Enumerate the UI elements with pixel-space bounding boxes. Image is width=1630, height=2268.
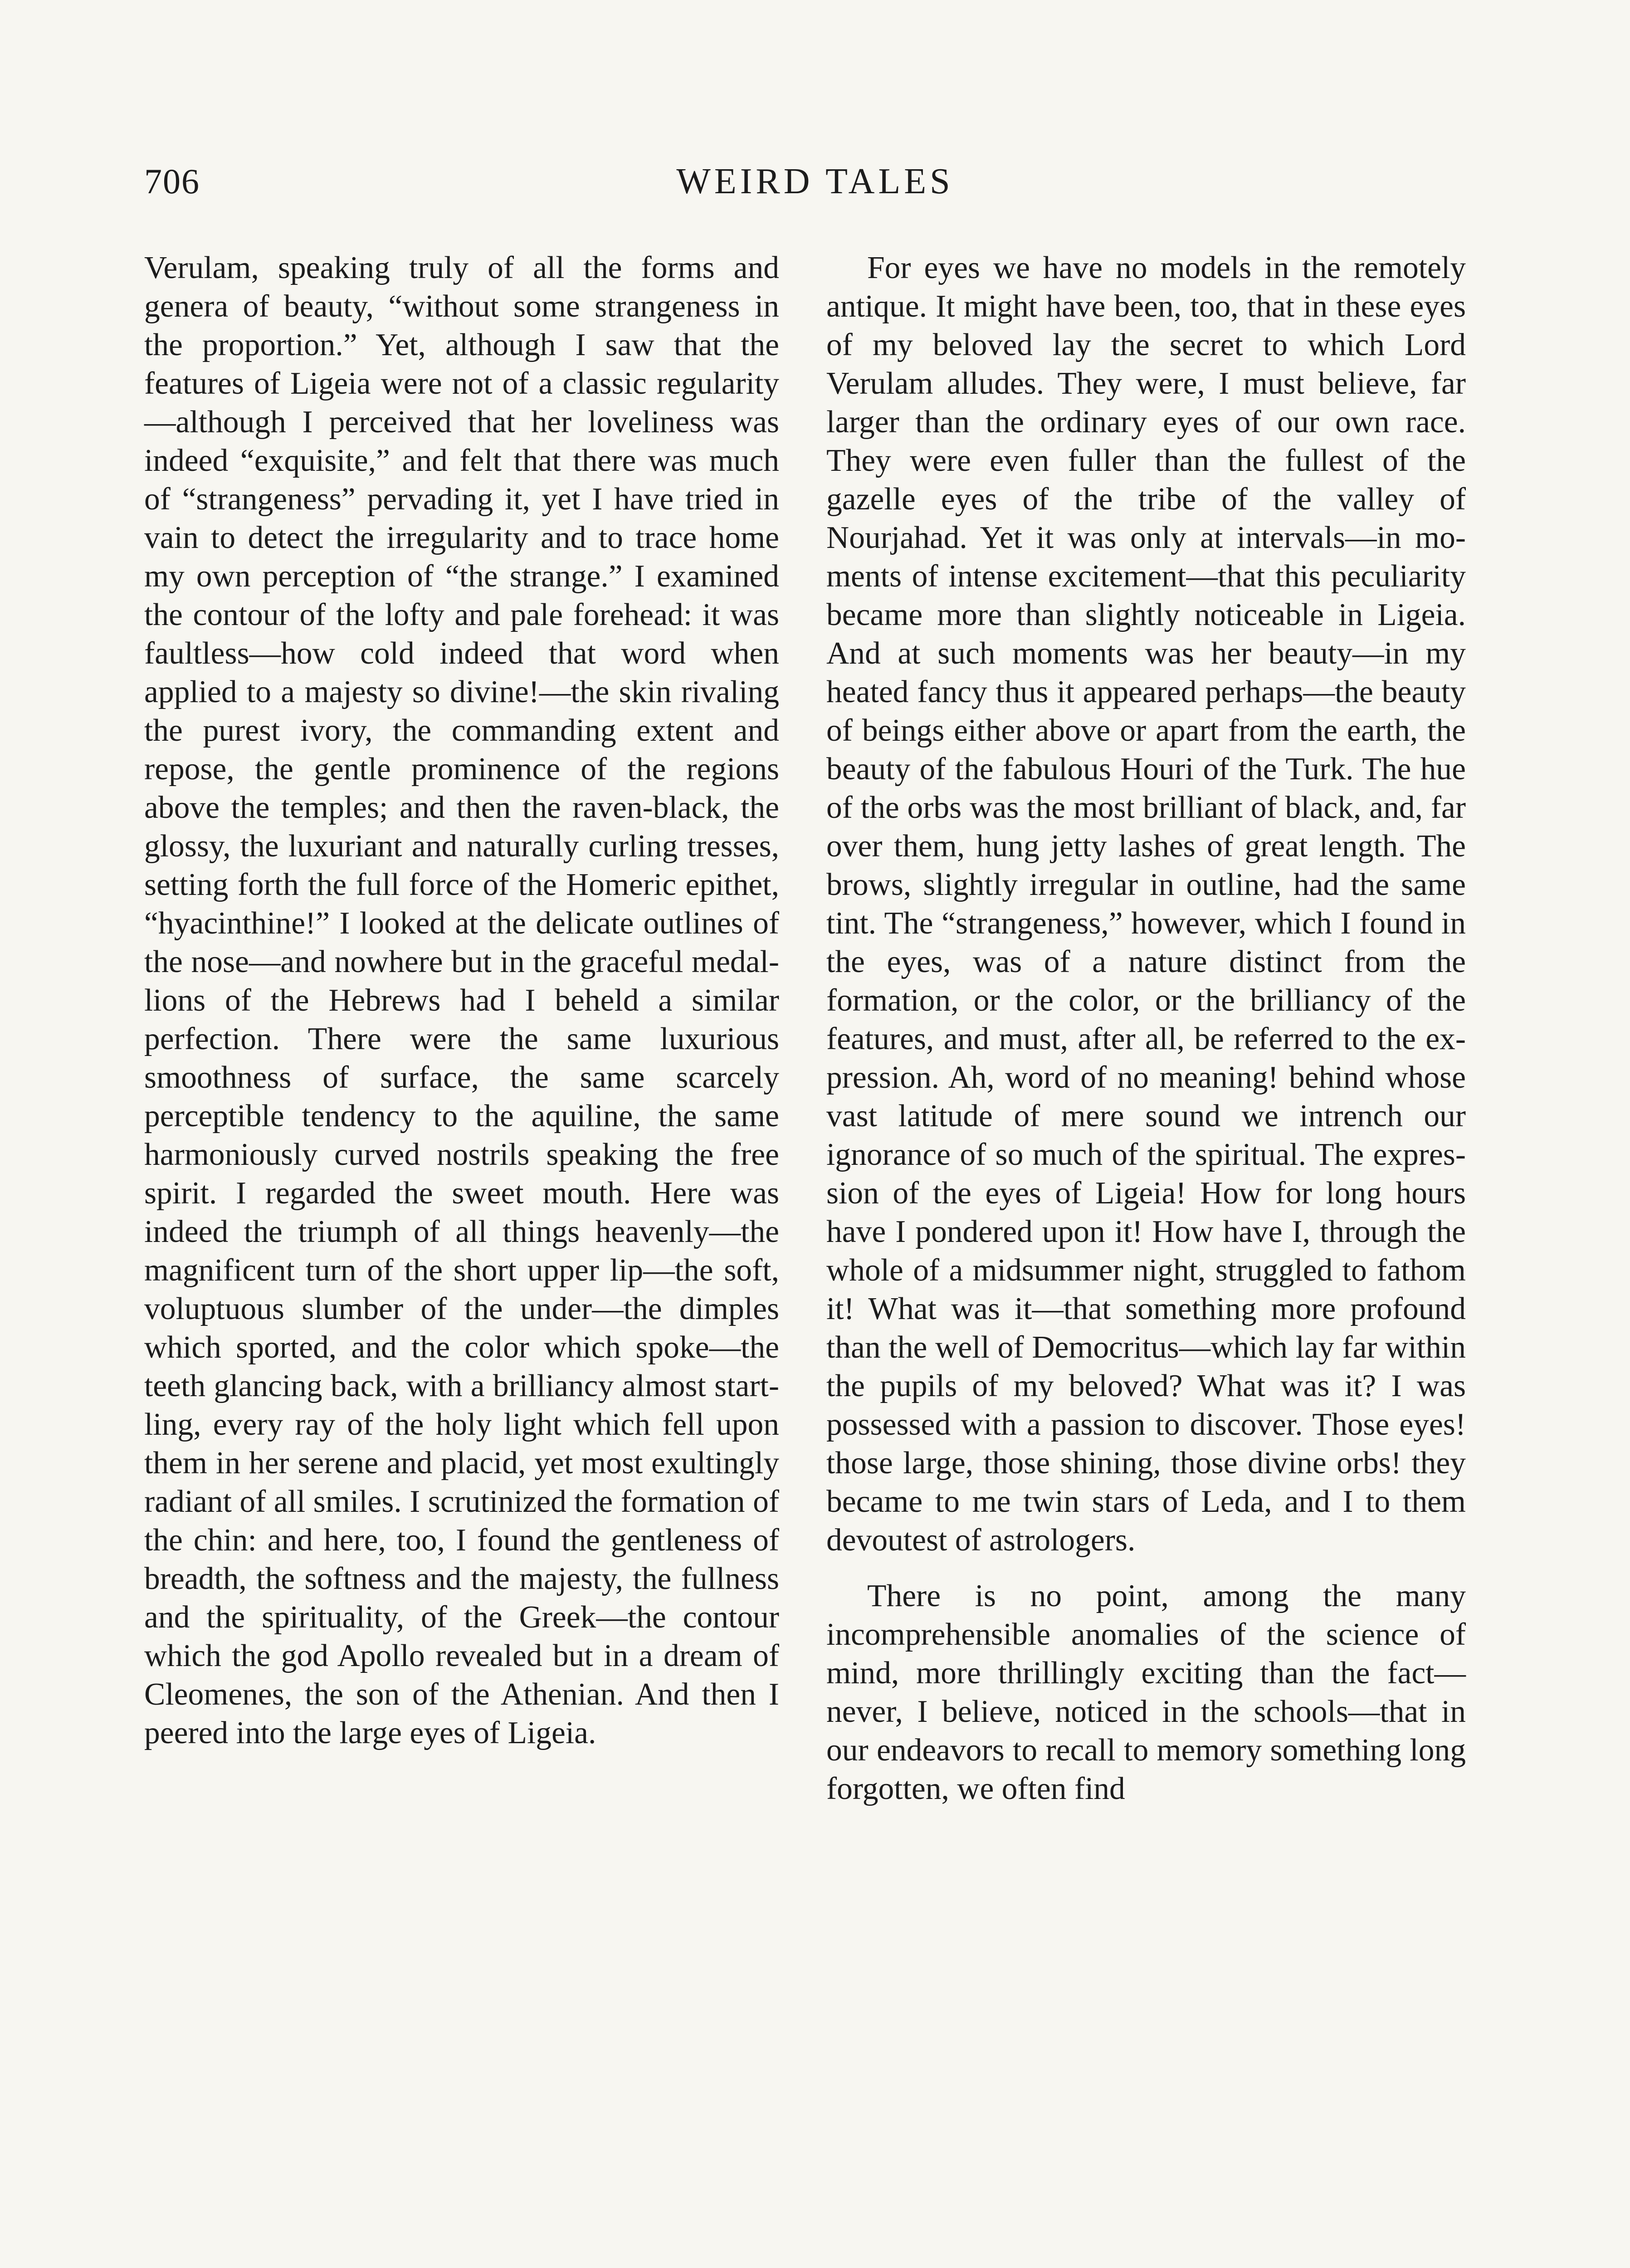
paragraph: There is no point, among the many incomprehensible anomalies of the science of mind, more thrillingly exciting than the fact—never, I believe, noticed in the schools—that in our endeavors to recall to memory something long forgotten, we often find — [826, 1579, 1466, 1806]
page-number: 706 — [144, 161, 200, 201]
page-header — [144, 161, 1486, 215]
right-column — [826, 249, 1466, 1825]
left-column — [144, 249, 779, 1769]
paragraph: For eyes we have no models in the remotely antique. It might have been, too, that in these eyes of my beloved lay the secret to which Lord Verulam alludes. They were, I must believe, far larger than the ordinary eyes of our own race. They were even fuller than the fullest of the gazelle eyes of the tribe of the valley of Nourjahad. Yet it was only at intervals—in moments of intense excitement—that this peculiarity became more than slightly noticeable in Ligeia. And at such moments was her beauty—in my heated fancy thus it appeared perhaps—the beauty of beings either above or apart from the earth, the beauty of the fabulous Houri of the Turk. The hue of the orbs was the most brilliant of black, and, far over them, hung jetty lashes of great length. The brows, slightly irregular in outline, had the same tint. The “strangeness,” however, which I found in the eyes, was of a nature distinct from the formation, or the color, or the brilliancy of the features, and must, after all, be referred to the expression. Ah, word of no meaning! behind whose vast latitude of mere sound we intrench our ignorance of so much of the spiritual. The expression of the eyes of Ligeia! How for long hours have I pondered upon it! How have I, through the whole of a midsummer night, struggled to fathom it! What was it—that something more profound than the well of Democritus—which lay far within the pupils of my beloved? What was it? I was possessed with a passion to discover. Those eyes! those large, those shining, those divine orbs! they became to me twin stars of Leda, and I to them devoutest of astrologers. — [826, 250, 1466, 1558]
paragraph: Verulam, speaking truly of all the forms and genera of beauty, “without some strangeness in the proportion.” Yet, although I saw that the features of Ligeia were not of a classic regularity—although I perceived that her loveliness was indeed “exquisite,” and felt that there was much of “strangeness” pervading it, yet I have tried in vain to detect the irregularity and to trace home my own perception of “the strange.” I examined the contour of the lofty and pale forehead: it was faultless—how cold indeed that word when applied to a majesty so divine!—the skin rivaling the purest ivory, the commanding extent and repose, the gentle prominence of the regions above the temples; and then the raven-black, the glossy, the luxuriant and naturally curling tresses, setting forth the full force of the Homeric epithet, “hyacinthine!” I looked at the delicate outlines of the nose—and nowhere but in the graceful medallions of the Hebrews had I beheld a similar perfection. There were the same luxurious smoothness of surface, the same scarcely perceptible tendency to the aquiline, the same harmoniously curved nostrils speaking the free spirit. I regarded the sweet mouth. Here was indeed the triumph of all things heavenly—the magnificent turn of the short upper lip—the soft, voluptuous slumber of the under—the dimples which sported, and the color which spoke—the teeth glancing back, with a brilliancy almost startling, every ray of the holy light which fell upon them in her serene and placid, yet most exultingly radiant of all smiles. I scrutinized the formation of the chin: and here, too, I found the gentleness of breadth, the softness and the majesty, the fullness and the spirituality, of the Greek—the contour which the god Apollo revealed but in a dream of Cleomenes, the son of the Athenian. And then I peered into the large eyes of Ligeia. — [144, 250, 779, 1750]
running-head: WEIRD TALES — [676, 161, 954, 201]
